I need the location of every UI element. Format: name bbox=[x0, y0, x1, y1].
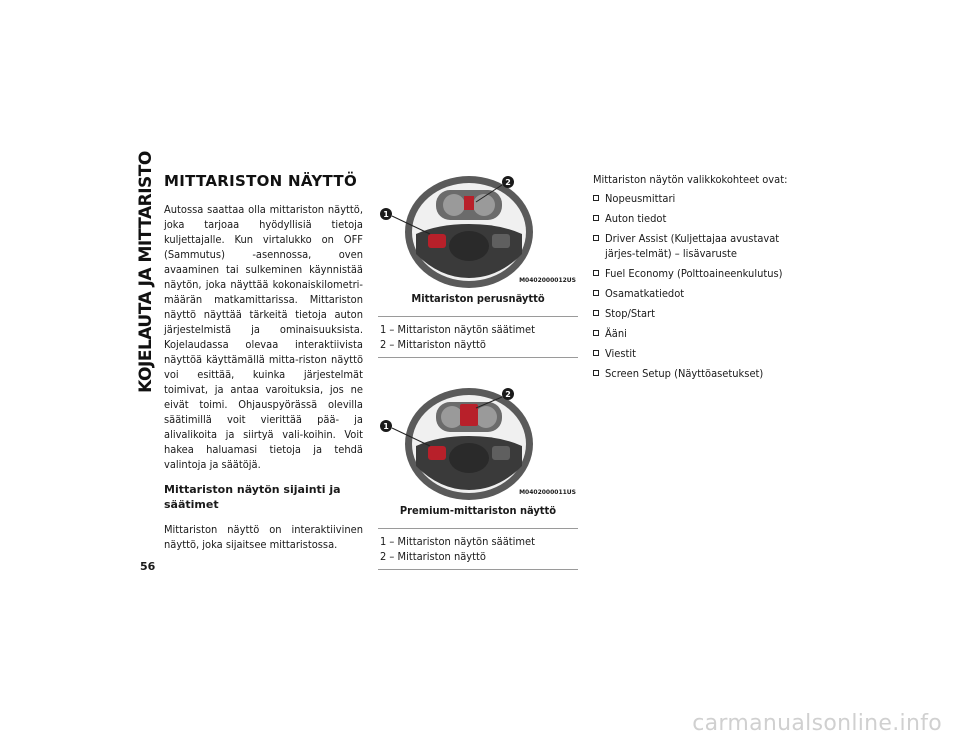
menu-list-item-text: Nopeusmittari bbox=[605, 192, 676, 205]
page-number: 56 bbox=[140, 560, 156, 573]
menu-list-item-text: Stop/Start bbox=[605, 307, 656, 320]
checkbox-bullet-icon bbox=[593, 215, 599, 221]
figure-caption: Premium-mittariston näyttö bbox=[399, 504, 557, 517]
menu-list-item-text: Osamatkatiedot bbox=[605, 287, 685, 300]
callout-1-label: 1 bbox=[383, 422, 389, 431]
figure-legend bbox=[378, 528, 578, 570]
menu-list-item bbox=[593, 266, 808, 281]
callout-1-label: 1 bbox=[383, 210, 389, 219]
checkbox-bullet-icon bbox=[593, 290, 599, 296]
legend-item: 2 – Mittariston näyttö bbox=[380, 550, 486, 563]
checkbox-bullet-icon bbox=[593, 330, 599, 336]
menu-list-item bbox=[593, 191, 808, 206]
steering-wheel-basic-illustration bbox=[378, 172, 578, 288]
checkbox-bullet-icon bbox=[593, 350, 599, 356]
figure-code: M0402000011US bbox=[519, 489, 576, 496]
menu-list-item bbox=[593, 326, 808, 341]
menu-list-item-text: Ääni bbox=[605, 327, 627, 340]
menu-list-item bbox=[593, 286, 808, 301]
page-title: MITTARISTON NÄYTTÖ bbox=[164, 172, 358, 190]
menu-list-item bbox=[593, 346, 808, 361]
column-figures bbox=[378, 172, 578, 570]
figure-caption: Mittariston perusnäyttö bbox=[411, 292, 545, 305]
legend-item: 1 – Mittariston näytön säätimet bbox=[380, 535, 536, 548]
figure-code: M0402000012US bbox=[519, 277, 576, 284]
menu-item-list bbox=[593, 191, 808, 381]
checkbox-bullet-icon bbox=[593, 310, 599, 316]
menu-list-item bbox=[593, 306, 808, 321]
menu-list-item-text: Fuel Economy (Polttoaineenkulutus) bbox=[605, 267, 783, 280]
column-menu-items bbox=[593, 172, 808, 386]
checkbox-bullet-icon bbox=[593, 235, 599, 241]
figure-legend bbox=[378, 316, 578, 358]
menu-list-item-text: Driver Assist (Kuljettajaa avustavat järjes-telmät) – lisävaruste bbox=[605, 232, 780, 260]
menu-list-item-text: Screen Setup (Näyttöasetukset) bbox=[605, 367, 764, 380]
legend-item: 2 – Mittariston näyttö bbox=[380, 338, 486, 351]
menu-list-item bbox=[593, 366, 808, 381]
watermark: carmanualsonline.info bbox=[692, 711, 942, 736]
side-section-title-text: KOJELAUTA JA MITTARISTO bbox=[136, 151, 157, 393]
callout-2-label: 2 bbox=[505, 390, 511, 399]
legend-item: 1 – Mittariston näytön säätimet bbox=[380, 323, 536, 336]
intro-paragraph: Autossa saattaa olla mittariston näyttö, joka tarjoaa hyödyllisiä tietoja kuljettajalle. Kun virtalukko on OFF (Sammutus) -asennossa, oven avaaminen tai sulkeminen käynnistää näytön, joka näyttää kokonaiskilometri-määrän matkamittarissa. Mittariston näyttö näyttää tärkeitä tietoja auton järjestelmistä ja ominaisuuksista. Kojelaudassa olevaa interaktiivista näyttöä käyttämällä mitta-riston näyttö voi esittää, kuinka järjestelmät toimivat, ja antaa varoituksia, jos ne eivät toimi. Ohjauspyörässä olevilla säätimillä voit vierittää pää- ja alivalikoita ja siirtyä vali-koihin. Voit hakea haluamasi tietoja ja tehdä valintoja ja säätöjä. bbox=[164, 203, 363, 471]
steering-wheel-figure-premium bbox=[378, 384, 578, 500]
menu-intro: Mittariston näytön valikkokohteet ovat: bbox=[593, 173, 788, 186]
menu-list-item bbox=[593, 231, 808, 261]
checkbox-bullet-icon bbox=[593, 370, 599, 376]
side-section-title bbox=[131, 151, 161, 393]
steering-wheel-figure-basic bbox=[378, 172, 578, 288]
steering-wheel-premium-illustration bbox=[378, 384, 578, 500]
callout-2-label: 2 bbox=[505, 178, 511, 187]
checkbox-bullet-icon bbox=[593, 195, 599, 201]
location-subheading: Mittariston näytön sijainti ja säätimet bbox=[164, 483, 341, 511]
location-paragraph: Mittariston näyttö on interaktiivinen näyttö, joka sijaitsee mittaristossa. bbox=[164, 523, 363, 551]
menu-list-item-text: Viestit bbox=[605, 347, 637, 360]
column-intro bbox=[164, 172, 363, 562]
menu-list-item bbox=[593, 211, 808, 226]
checkbox-bullet-icon bbox=[593, 270, 599, 276]
menu-list-item-text: Auton tiedot bbox=[605, 212, 667, 225]
